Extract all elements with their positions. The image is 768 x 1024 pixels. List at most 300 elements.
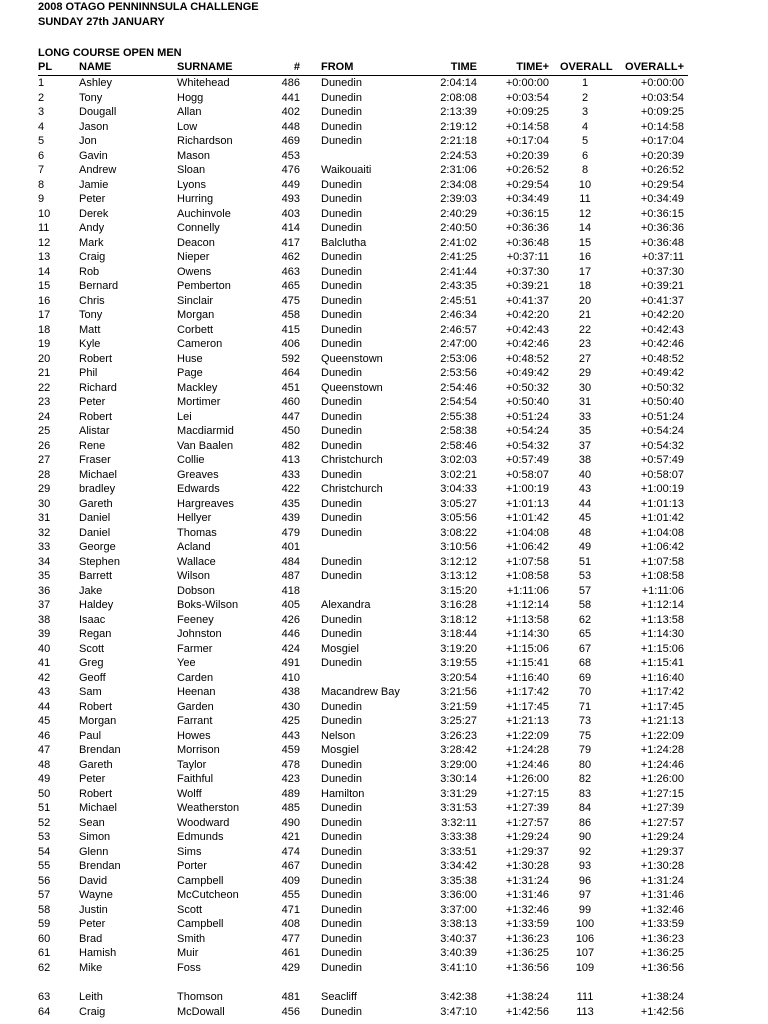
cell-first-name: Ashley: [79, 77, 113, 89]
cell-surname: Thomson: [177, 991, 223, 1003]
table-row: [38, 917, 688, 932]
cell-race-number: 423: [281, 773, 300, 785]
cell-race-number: 478: [281, 758, 300, 771]
cell-time: 2:54:46: [440, 381, 477, 394]
cell-surname: Weatherston: [177, 802, 240, 814]
cell-time-plus: +0:37:11: [506, 251, 549, 263]
cell-first-name: Dougall: [79, 106, 117, 118]
cell-overall: 20: [578, 294, 592, 307]
cell-overall: 8: [581, 164, 589, 176]
table-row: [38, 888, 688, 903]
cell-place: 22: [38, 381, 51, 394]
cell-overall: 70: [578, 686, 592, 698]
cell-time: 2:31:06: [440, 164, 477, 176]
table-row: [38, 729, 688, 744]
cell-first-name: Gareth: [79, 758, 113, 771]
cell-time: 3:02:21: [440, 468, 477, 481]
cell-time-plus: +1:11:06: [506, 584, 549, 597]
cell-place: 31: [38, 512, 51, 524]
cell-from: Dunedin: [321, 918, 362, 930]
cell-first-name: bradley: [79, 483, 116, 495]
table-row: [38, 424, 688, 439]
cell-place: 58: [38, 903, 51, 916]
cell-time-plus: +1:42:56: [505, 1005, 549, 1018]
cell-overall-plus: +1:04:08: [640, 526, 684, 539]
cell-first-name: Mike: [79, 961, 103, 974]
cell-surname: Allan: [177, 106, 202, 118]
cell-race-number: 435: [281, 497, 300, 510]
cell-first-name: Paul: [79, 729, 102, 742]
cell-surname: Cameron: [177, 338, 223, 350]
cell-first-name: Mark: [79, 236, 104, 249]
cell-surname: Edwards: [177, 483, 220, 495]
cell-overall: 57: [578, 584, 592, 597]
cell-from: Dunedin: [321, 425, 362, 437]
cell-surname: McDowall: [177, 1005, 225, 1018]
cell-race-number: 443: [281, 729, 300, 742]
cell-overall: 15: [578, 236, 592, 249]
cell-overall-plus: +0:36:36: [640, 222, 684, 234]
cell-surname: Wallace: [177, 555, 216, 568]
cell-surname: Smith: [177, 932, 206, 945]
table-row: [38, 801, 688, 816]
cell-surname: Deacon: [177, 236, 215, 249]
cell-place: 23: [38, 396, 51, 408]
cell-overall-plus: +0:41:37: [640, 294, 684, 307]
cell-place: 43: [38, 686, 51, 698]
cell-place: 30: [38, 497, 51, 510]
cell-race-number: 439: [281, 512, 300, 524]
cell-overall-plus: +0:58:07: [640, 468, 684, 481]
cell-time: 2:21:18: [440, 135, 477, 147]
cell-from: Dunedin: [321, 91, 362, 104]
cell-first-name: David: [79, 874, 108, 887]
cell-race-number: 491: [281, 657, 300, 669]
cell-overall: 16: [578, 251, 592, 263]
cell-time: 3:04:33: [440, 483, 477, 495]
cell-time-plus: +0:39:21: [505, 280, 549, 292]
cell-race-number: 477: [281, 932, 300, 945]
table-row: [38, 946, 688, 961]
cell-time: 2:53:56: [440, 367, 477, 379]
cell-from: Mosgiel: [321, 744, 359, 756]
cell-overall: 71: [578, 700, 592, 713]
table-row: [38, 990, 688, 1005]
cell-overall: 83: [578, 787, 592, 800]
cell-place: 9: [38, 193, 45, 205]
cell-race-number: 408: [281, 918, 300, 930]
cell-place: 1: [38, 77, 45, 89]
cell-surname: Boks-Wilson: [177, 599, 239, 611]
cell-place: 48: [38, 758, 51, 771]
cell-place: 32: [38, 526, 51, 539]
cell-from: Dunedin: [321, 903, 362, 916]
cell-race-number: 413: [281, 454, 300, 466]
cell-surname: Lei: [177, 410, 192, 423]
cell-overall-plus: +0:42:20: [640, 309, 684, 321]
cell-time-plus: +1:36:25: [505, 947, 549, 959]
cell-place: 47: [38, 744, 51, 756]
cell-overall: 22: [578, 323, 592, 336]
cell-time: 3:21:59: [440, 700, 477, 713]
cell-race-number: 471: [281, 903, 300, 916]
cell-from: Dunedin: [321, 512, 362, 524]
table-row: [38, 743, 688, 758]
cell-time: 3:31:29: [440, 787, 477, 800]
cell-place: 35: [38, 570, 51, 582]
cell-race-number: 433: [281, 468, 300, 481]
cell-overall: 75: [578, 729, 592, 742]
table-row: [38, 714, 688, 729]
cell-overall-plus: +1:27:57: [640, 816, 684, 829]
cell-first-name: Isaac: [79, 613, 106, 626]
cell-place: 11: [38, 222, 50, 234]
table-row: [38, 584, 688, 599]
cell-overall: 65: [578, 628, 592, 640]
cell-time: 3:47:10: [440, 1005, 477, 1018]
cell-surname: Nieper: [177, 251, 210, 263]
cell-from: Hamilton: [321, 787, 365, 800]
header-number: #: [293, 61, 300, 73]
cell-surname: Morrison: [177, 744, 220, 756]
cell-first-name: Craig: [79, 1005, 106, 1018]
cell-time: 2:24:53: [440, 149, 477, 162]
cell-time-plus: +1:36:56: [505, 961, 549, 974]
cell-race-number: 490: [281, 816, 300, 829]
cell-overall-plus: +1:11:06: [641, 584, 684, 597]
cell-place: 54: [38, 845, 51, 858]
cell-from: Dunedin: [321, 77, 362, 89]
cell-time-plus: +0:50:40: [505, 396, 549, 408]
cell-time-plus: +0:54:24: [505, 425, 549, 437]
cell-surname: Johnston: [177, 628, 222, 640]
table-row: [38, 337, 688, 352]
cell-place: 64: [38, 1005, 51, 1018]
cell-place: 52: [38, 816, 51, 829]
cell-place: 12: [38, 236, 51, 249]
cell-time-plus: +1:31:46: [505, 889, 549, 901]
cell-place: 57: [38, 889, 51, 901]
cell-time-plus: +1:12:14: [505, 599, 549, 611]
cell-race-number: 463: [281, 265, 300, 278]
cell-surname: Auchinvole: [177, 207, 231, 220]
cell-race-number: 403: [281, 207, 300, 220]
cell-from: Dunedin: [321, 570, 362, 582]
cell-overall: 40: [578, 468, 592, 481]
cell-place: 19: [38, 338, 51, 350]
cell-time-plus: +1:17:45: [505, 700, 549, 713]
table-row: [38, 497, 688, 512]
cell-time: 3:18:12: [440, 613, 477, 626]
cell-race-number: 475: [281, 294, 300, 307]
cell-time: 2:34:08: [440, 178, 477, 191]
cell-time-plus: +0:42:20: [505, 309, 549, 321]
cell-surname: Heenan: [177, 686, 216, 698]
table-row: [38, 192, 688, 207]
cell-surname: Edmunds: [177, 831, 224, 843]
cell-surname: Morgan: [177, 309, 215, 321]
cell-place: 5: [38, 135, 45, 147]
cell-first-name: Simon: [79, 831, 111, 843]
cell-overall-plus: +0:17:04: [640, 135, 684, 147]
cell-from: Dunedin: [321, 396, 362, 408]
cell-from: Dunedin: [321, 410, 362, 423]
cell-from: Queenstown: [321, 381, 383, 394]
cell-overall: 23: [578, 338, 592, 350]
cell-time: 3:05:27: [440, 497, 477, 510]
cell-place: 24: [38, 410, 51, 423]
cell-first-name: Morgan: [79, 715, 117, 727]
cell-time-plus: +1:27:39: [505, 802, 549, 814]
cell-time-plus: +1:31:24: [505, 874, 549, 887]
cell-place: 15: [38, 280, 51, 292]
table-row: [38, 569, 688, 584]
cell-place: 33: [38, 541, 51, 553]
cell-surname: Porter: [177, 860, 207, 872]
cell-surname: Low: [177, 120, 198, 133]
cell-place: 40: [38, 642, 51, 655]
cell-overall-plus: +1:21:13: [640, 715, 684, 727]
cell-surname: Huse: [177, 352, 203, 365]
cell-overall: 5: [581, 135, 589, 147]
cell-place: 34: [38, 555, 51, 568]
cell-first-name: Justin: [79, 903, 108, 916]
cell-time: 3:28:42: [440, 744, 477, 756]
cell-race-number: 493: [281, 193, 300, 205]
cell-race-number: 414: [281, 222, 300, 234]
cell-time-plus: +1:04:08: [505, 526, 549, 539]
cell-overall: 99: [578, 903, 592, 916]
cell-overall-plus: +0:49:42: [640, 367, 684, 379]
table-row: [38, 308, 688, 323]
cell-time-plus: +1:26:00: [505, 773, 549, 785]
cell-overall: 48: [578, 526, 592, 539]
cell-overall: 14: [578, 222, 592, 234]
cell-surname: Farrant: [177, 715, 213, 727]
cell-place: 42: [38, 671, 51, 684]
cell-time: 2:40:29: [440, 207, 477, 220]
cell-time: 3:33:38: [440, 831, 477, 843]
cell-overall-plus: +0:37:30: [640, 265, 684, 278]
cell-race-number: 426: [281, 613, 300, 626]
cell-time-plus: +1:29:24: [505, 831, 549, 843]
cell-overall-plus: +1:01:42: [640, 512, 684, 524]
cell-first-name: Brendan: [79, 744, 121, 756]
cell-overall: 79: [578, 744, 592, 756]
cell-overall-plus: +1:30:28: [640, 860, 684, 872]
cell-place: 41: [38, 657, 51, 669]
cell-place: 2: [38, 91, 45, 104]
cell-from: Dunedin: [321, 193, 362, 205]
cell-time-plus: +1:15:41: [505, 657, 549, 669]
cell-time: 2:45:51: [440, 294, 477, 307]
cell-time-plus: +0:49:42: [505, 367, 549, 379]
cell-first-name: Robert: [79, 787, 113, 800]
cell-overall: 27: [578, 352, 592, 365]
cell-time: 3:30:14: [440, 773, 477, 785]
cell-overall-plus: +0:34:49: [640, 193, 684, 205]
table-row: [38, 207, 688, 222]
cell-first-name: Fraser: [79, 454, 111, 466]
table-row: [38, 468, 688, 483]
cell-place: 7: [38, 164, 45, 176]
cell-time: 3:21:56: [440, 686, 477, 698]
cell-time-plus: +0:48:52: [505, 352, 549, 365]
cell-overall-plus: +1:27:39: [640, 802, 684, 814]
cell-time: 3:20:54: [440, 671, 477, 684]
cell-from: Dunedin: [321, 309, 362, 321]
cell-time: 2:54:54: [440, 396, 477, 408]
cell-race-number: 421: [281, 831, 300, 843]
cell-race-number: 438: [281, 686, 300, 698]
cell-race-number: 476: [281, 164, 300, 176]
cell-race-number: 458: [281, 309, 300, 321]
cell-surname: Macdiarmid: [177, 425, 234, 437]
cell-surname: Farmer: [177, 642, 213, 655]
cell-race-number: 422: [281, 483, 300, 495]
table-row: [38, 859, 688, 874]
cell-time-plus: +0:37:30: [505, 265, 549, 278]
table-row: [38, 758, 688, 773]
table-row: [38, 685, 688, 700]
cell-surname: Page: [177, 367, 203, 379]
cell-race-number: 461: [281, 947, 300, 959]
cell-race-number: 592: [281, 352, 300, 365]
table-row: [38, 323, 688, 338]
header-overall: OVERALL: [560, 61, 613, 73]
cell-from: Dunedin: [321, 555, 362, 568]
cell-race-number: 409: [281, 874, 300, 887]
cell-overall: 62: [578, 613, 592, 626]
cell-overall-plus: +1:08:58: [640, 570, 684, 582]
cell-time-plus: +1:21:13: [505, 715, 549, 727]
cell-overall-plus: +1:17:42: [640, 686, 684, 698]
cell-place: 39: [38, 628, 51, 640]
cell-overall: 38: [578, 454, 592, 466]
cell-surname: Scott: [177, 903, 203, 916]
cell-from: Dunedin: [321, 947, 362, 959]
table-row: [38, 236, 688, 251]
cell-first-name: Wayne: [79, 889, 113, 901]
cell-from: Waikouaiti: [321, 164, 372, 176]
cell-first-name: Barrett: [79, 570, 113, 582]
cell-time-plus: +0:50:32: [505, 381, 549, 394]
cell-time-plus: +1:38:24: [505, 991, 549, 1003]
cell-time-plus: +1:00:19: [505, 483, 549, 495]
table-row: [38, 221, 688, 236]
cell-place: 4: [38, 120, 45, 133]
cell-from: Dunedin: [321, 526, 362, 539]
cell-overall-plus: +1:07:58: [640, 555, 684, 568]
cell-overall: 68: [578, 657, 592, 669]
cell-from: Dunedin: [321, 178, 362, 191]
cell-overall-plus: +1:36:25: [640, 947, 684, 959]
cell-time: 3:40:37: [440, 932, 477, 945]
cell-first-name: Jake: [79, 584, 103, 597]
cell-race-number: 448: [281, 120, 300, 133]
cell-surname: Foss: [177, 961, 201, 974]
cell-place: 61: [38, 947, 51, 959]
cell-overall: 84: [578, 802, 592, 814]
cell-place: 8: [38, 178, 45, 191]
table-row: [38, 149, 688, 164]
header-overall-plus: OVERALL+: [625, 61, 684, 73]
cell-race-number: 451: [281, 381, 300, 394]
cell-first-name: Derek: [79, 207, 109, 220]
cell-from: Alexandra: [321, 599, 371, 611]
cell-overall-plus: +1:15:06: [640, 642, 684, 655]
cell-time: 3:42:38: [440, 991, 477, 1003]
cell-overall: 53: [578, 570, 592, 582]
cell-time-plus: +1:17:42: [505, 686, 549, 698]
cell-from: Dunedin: [321, 323, 362, 336]
table-row: [38, 294, 688, 309]
cell-surname: Thomas: [177, 526, 217, 539]
cell-time-plus: +1:27:57: [505, 816, 549, 829]
cell-time-plus: +0:42:43: [505, 323, 549, 336]
cell-time-plus: +1:27:15: [505, 787, 549, 800]
cell-overall: 97: [578, 889, 592, 901]
cell-from: Dunedin: [321, 1005, 362, 1018]
table-row: [38, 105, 688, 120]
cell-from: Dunedin: [321, 251, 362, 263]
header-time: TIME: [450, 61, 477, 73]
cell-place: 3: [38, 106, 45, 118]
cell-time: 3:19:55: [440, 657, 477, 669]
cell-time-plus: +1:01:13: [505, 497, 549, 510]
cell-first-name: Peter: [79, 193, 106, 205]
cell-from: Seacliff: [321, 991, 357, 1003]
cell-time: 2:04:14: [440, 77, 477, 89]
cell-race-number: 446: [281, 628, 300, 640]
cell-overall-plus: +1:27:15: [640, 787, 684, 800]
cell-from: Dunedin: [321, 628, 362, 640]
cell-time-plus: +1:24:28: [505, 744, 549, 756]
cell-first-name: Rene: [79, 439, 106, 452]
cell-overall-plus: +0:51:24: [640, 410, 684, 423]
cell-time-plus: +0:36:36: [505, 222, 549, 234]
cell-overall: 86: [578, 816, 592, 829]
cell-time: 3:32:11: [441, 816, 477, 829]
cell-first-name: Andrew: [79, 164, 117, 176]
cell-surname: Hurring: [177, 193, 214, 205]
cell-first-name: Scott: [79, 642, 105, 655]
cell-overall-plus: +0:37:11: [641, 251, 684, 263]
cell-surname: Greaves: [177, 468, 219, 481]
cell-surname: Collie: [177, 454, 205, 466]
table-row: [38, 120, 688, 135]
cell-time-plus: +0:17:04: [505, 135, 549, 147]
cell-from: Dunedin: [321, 715, 362, 727]
cell-surname: Wilson: [177, 570, 211, 582]
cell-race-number: 456: [281, 1005, 300, 1018]
cell-race-number: 486: [281, 77, 300, 89]
cell-surname: Yee: [177, 657, 196, 669]
cell-surname: Carden: [177, 671, 214, 684]
cell-from: Dunedin: [321, 135, 362, 147]
cell-time-plus: +1:30:28: [505, 860, 549, 872]
cell-race-number: 459: [281, 744, 300, 756]
cell-race-number: 485: [281, 802, 300, 814]
cell-time: 3:08:22: [440, 526, 477, 539]
cell-place: 49: [38, 773, 51, 785]
cell-time: 3:05:56: [440, 512, 477, 524]
cell-from: Dunedin: [321, 860, 362, 872]
cell-first-name: Hamish: [79, 947, 117, 959]
cell-time-plus: +0:41:37: [505, 294, 549, 307]
cell-surname: Connelly: [177, 222, 220, 234]
cell-race-number: 418: [281, 584, 300, 597]
